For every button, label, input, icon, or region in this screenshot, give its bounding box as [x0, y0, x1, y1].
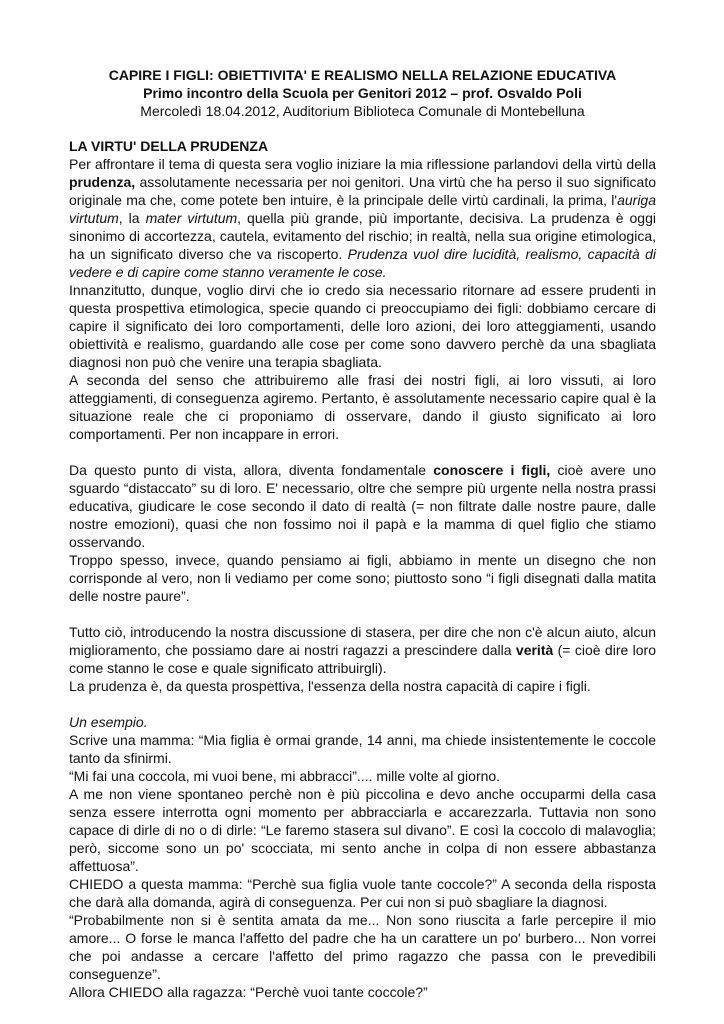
paragraph-9: “Mi fai una coccola, mi vuoi bene, mi abbracci”.... mille volte al giorno. — [69, 768, 501, 784]
event-date-location: Mercoledì 18.04.2012, Auditorium Biblioteca Comunale di Montebelluna — [140, 103, 585, 119]
paragraph-12: “Probabilmente non si è sentita amata da me... Non sono riuscita a farle percepire il mio amore... O forse le manca l'affetto del padre che ha un carattere un po' burbero... Non vorrei che poi andasse a cercare l'affetto del primo ragazzo che passa con le prevedibili conseguenze”. — [69, 912, 656, 982]
section-title: LA VIRTU' DELLA PRUDENZA — [69, 138, 269, 154]
paragraph-4: Da questo punto di vista, allora, diventa fondamentale conoscere i figli, cioè avere uno sguardo “distaccato” su di loro. E' necessario, oltre che sempre più urgente nella nostra prassi educativa, giudicare le cose secondo il dato di realtà (= non filtrate dalle nostre paure, dalle nostre emozioni), quasi che non fossimo noi il papà e la mamma di quel figlio che stiamo osservando. — [69, 462, 656, 550]
document-subtitle: Primo incontro della Scuola per Genitori 2012 – prof. Osvaldo Poli — [143, 85, 582, 101]
paragraph-2: Innanzitutto, dunque, voglio dirvi che io credo sia necessario ritornare ad essere prudenti in questa prospettiva etimologica, specie quando ci preoccupiamo dei figli: dobbiamo cercare di capire il significato dei loro comportamenti, delle loro azioni, dei loro atteggiamenti, usando obiettività e realismo, guardando alle cose per come sono davvero perchè da una sbagliata diagnosi non può che venire una terapia sbagliata. — [69, 282, 656, 370]
document-header — [69, 66, 656, 120]
paragraph-3: A seconda del senso che attribuiremo alle frasi dei nostri figli, ai loro vissuti, ai loro atteggiamenti, di conseguenza agiremo. Pertanto, è assolutamente necessario capire qual è la situazione reale che ci proponiamo di osservare, dando il giusto significato ai loro comportamenti. Per non incappare in errori. — [69, 372, 656, 442]
document-title: CAPIRE I FIGLI: OBIETTIVITA' E REALISMO NELLA RELAZIONE EDUCATIVA — [108, 67, 617, 83]
paragraph-5: Troppo spesso, invece, quando pensiamo ai figli, abbiamo in mente un disegno che non corrisponde al vero, non li vediamo per come sono; piuttosto sono “i figli disegnati dalla matita delle nostre paure”. — [69, 552, 656, 604]
paragraph-6: Tutto ciò, introducendo la nostra discussione di stasera, per dire che non c'è alcun aiuto, alcun miglioramento, che possiamo dare ai nostri ragazzi a prescindere dalla verità (= cioè dire loro come stanno le cose e quale significato attribuirgli). — [69, 624, 656, 676]
paragraph-11: CHIEDO a questa mamma: “Perchè sua figlia vuole tante coccole?” A seconda della risposta che darà alla domanda, agirà di conseguenza. Per cui non si può sbagliare la diagnosi. — [69, 876, 656, 910]
paragraph-8: Scrive una mamma: “Mia figlia è ormai grande, 14 anni, ma chiede insistentemente le coccole tanto da sfinirmi. — [69, 732, 656, 766]
paragraph-13: Allora CHIEDO alla ragazza: “Perchè vuoi tante coccole?” — [69, 984, 428, 1000]
paragraph-1: Per affrontare il tema di questa sera voglio iniziare la mia riflessione parlandovi della virtù della prudenza, assolutamente necessaria per noi genitori. Una virtù che ha perso il suo significato originale ma che, come potete ben intuire, è la principale delle virtù cardinali, la prima, l'auriga virtutum, la mater virtutum, quella più grande, più importante, decisiva. La prudenza è oggi sinonimo di accortezza, cautela, evitamento del rischio; in realtà, nella sua origine etimologica, ha un significato diverso che va riscoperto. Prudenza vuol dire lucidità, realismo, capacità di vedere e di capire come stanno veramente le cose. — [69, 156, 656, 280]
paragraph-7: La prudenza è, da questa prospettiva, l'essenza della nostra capacità di capire i figli. — [69, 678, 591, 694]
paragraph-10: A me non viene spontaneo perchè non è più piccolina e devo anche occuparmi della casa senza essere interrotta ogni momento per abbracciarla e accarezzarla. Tuttavia non sono capace di dirle di no o di dirle: “Le faremo stasera sul divano”. E così la coccolo di malavoglia; però, siccome sono un po' scocciata, mi sento anche in colpa di non essere abbastanza affettuosa”. — [69, 786, 656, 874]
example-title: Un esempio. — [69, 714, 148, 730]
